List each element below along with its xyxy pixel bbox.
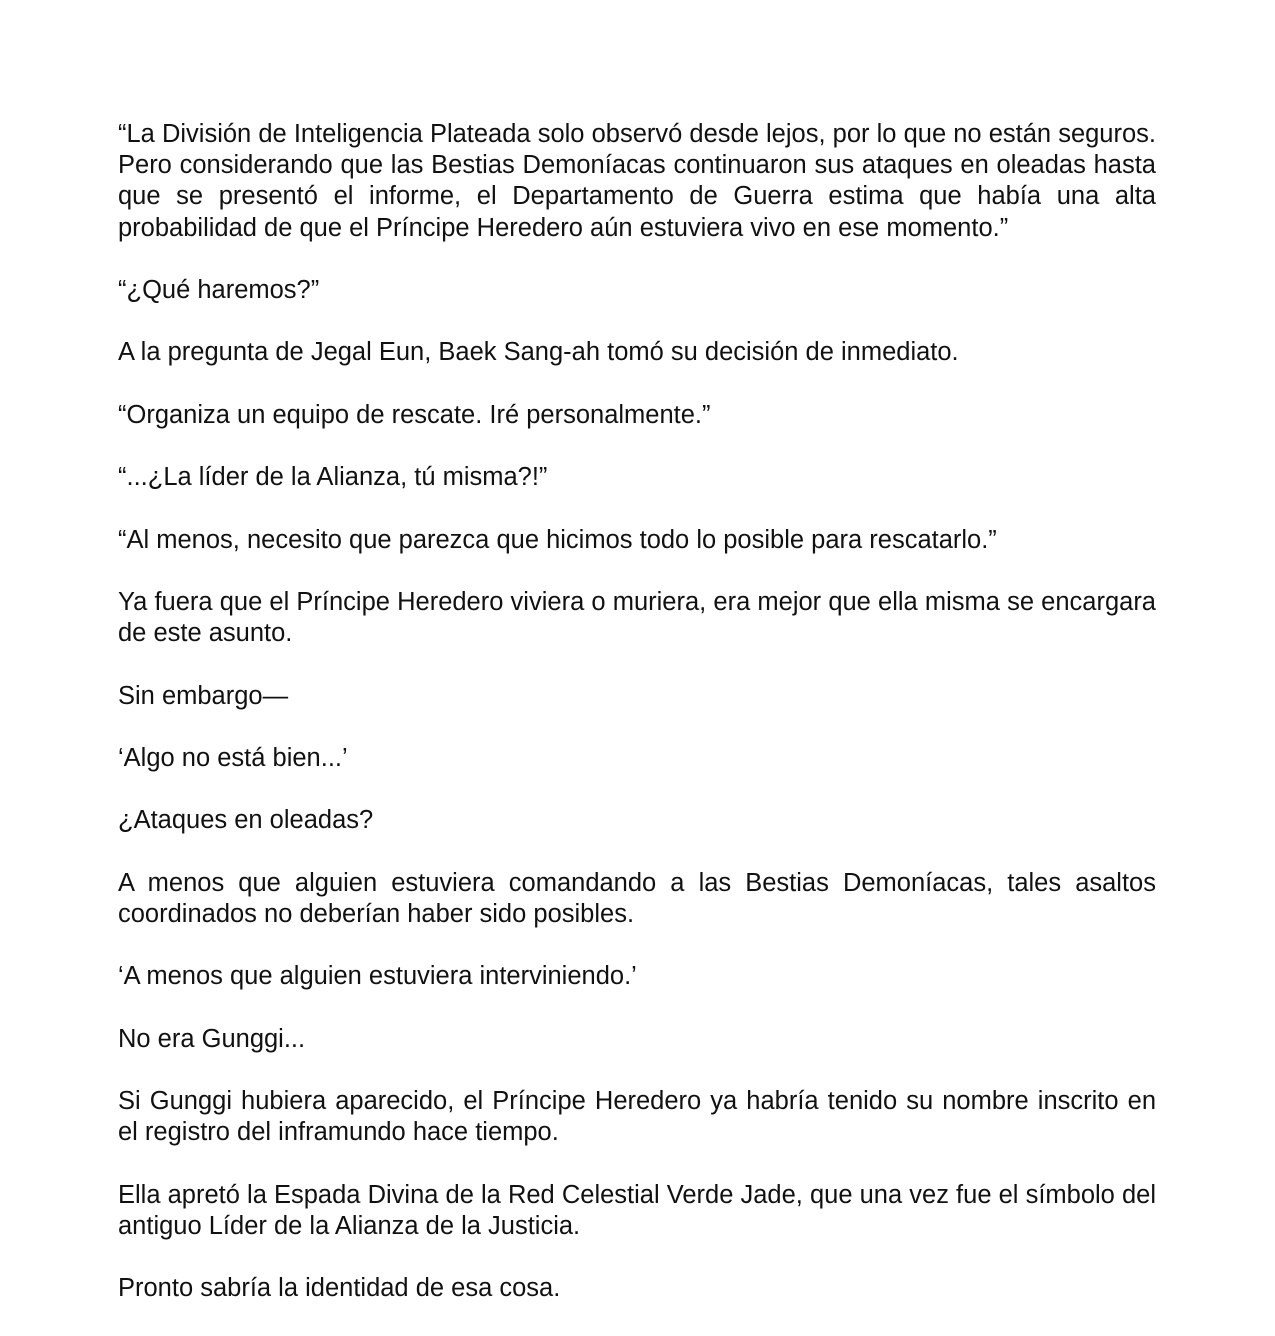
paragraph: A la pregunta de Jegal Eun, Baek Sang-ah tomó su decisión de inmediato. [118,338,959,367]
paragraph: ‘Algo no está bien...’ [118,743,348,772]
paragraph: “...¿La líder de la Alianza, tú misma?!” [118,463,548,492]
paragraph: “La División de Inteligencia Plateada solo observó desde lejos, por lo que no están seguros. Pero considerando que las Bestias Demoníacas continuaron sus ataques en oleadas hasta que se presentó el informe, el Departamento de Guerra estima que había una alta probabilidad de que el Príncipe Heredero aún estuviera vivo en ese momento.” [118,120,1156,242]
paragraph: ‘A menos que alguien estuviera interviniendo.’ [118,962,637,991]
paragraph: Ella apretó la Espada Divina de la Red Celestial Verde Jade, que una vez fue el símbolo del antiguo Líder de la Alianza de la Justicia. [118,1180,1156,1240]
paragraph: “Organiza un equipo de rescate. Iré personalmente.” [118,400,711,429]
paragraph: Sin embargo— [118,681,289,710]
paragraph: “Al menos, necesito que parezca que hicimos todo lo posible para rescatarlo.” [118,525,997,554]
document-page [118,119,1156,1336]
paragraph: ¿Ataques en oleadas? [118,806,374,835]
paragraph: A menos que alguien estuviera comandando a las Bestias Demoníacas, tales asaltos coordinados no deberían haber sido posibles. [118,868,1156,928]
paragraph: Si Gunggi hubiera aparecido, el Príncipe Heredero ya habría tenido su nombre inscrito en el registro del inframundo hace tiempo. [118,1087,1156,1147]
paragraph: Pronto sabría la identidad de esa cosa. [118,1274,561,1303]
paragraph: No era Gunggi... [118,1024,306,1053]
paragraph: “¿Qué haremos?” [118,276,320,304]
paragraph: Ya fuera que el Príncipe Heredero viviera o muriera, era mejor que ella misma se encargara de este asunto. [118,587,1156,648]
